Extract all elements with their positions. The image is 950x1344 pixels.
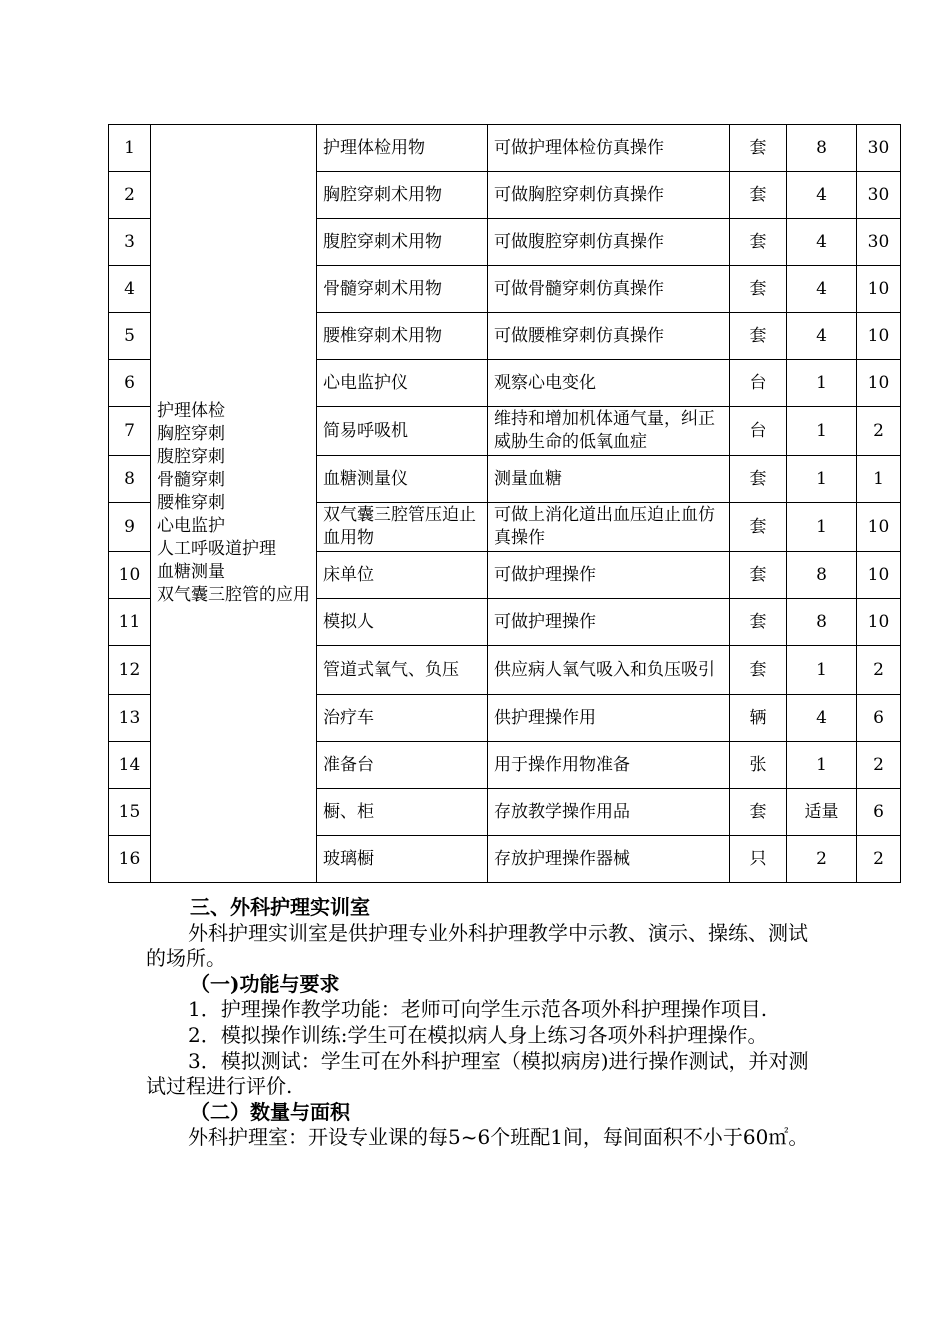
row-number: 6	[109, 360, 151, 407]
equipment-name: 橱、柜	[317, 789, 488, 836]
equipment-quantity: 4	[787, 172, 857, 219]
training-project: 心电监护	[157, 516, 225, 536]
row-number: 5	[109, 313, 151, 360]
equipment-description: 可做腹腔穿刺仿真操作	[488, 219, 730, 266]
training-project: 血糖测量	[157, 562, 225, 582]
equipment-unit: 辆	[730, 695, 787, 742]
equipment-name: 胸腔穿刺术用物	[317, 172, 488, 219]
equipment-quantity: 4	[787, 219, 857, 266]
equipment-total: 1	[857, 456, 901, 503]
equipment-unit: 套	[730, 125, 787, 172]
equipment-quantity: 8	[787, 552, 857, 599]
row-number: 8	[109, 456, 151, 503]
training-project: 护理体检	[157, 401, 225, 421]
row-number: 12	[109, 646, 151, 695]
equipment-total: 10	[857, 503, 901, 552]
equipment-total: 10	[857, 599, 901, 646]
row-number: 9	[109, 503, 151, 552]
equipment-quantity: 1	[787, 742, 857, 789]
function-item-2: 2．模拟操作训练:学生可在模拟病人身上练习各项外科护理操作。	[188, 1022, 768, 1047]
equipment-description: 可做护理操作	[488, 599, 730, 646]
equipment-quantity: 4	[787, 313, 857, 360]
equipment-name: 管道式氧气、负压	[317, 646, 488, 695]
equipment-name: 治疗车	[317, 695, 488, 742]
function-item-1: 1．护理操作教学功能：老师可向学生示范各项外科护理操作项目.	[188, 997, 768, 1022]
training-project: 胸腔穿刺	[157, 424, 225, 444]
row-number: 10	[109, 552, 151, 599]
equipment-total: 6	[857, 789, 901, 836]
equipment-quantity: 1	[787, 360, 857, 407]
equipment-quantity: 1	[787, 503, 857, 552]
row-number: 7	[109, 407, 151, 456]
equipment-quantity: 2	[787, 836, 857, 883]
row-number: 14	[109, 742, 151, 789]
equipment-description: 可做胸腔穿刺仿真操作	[488, 172, 730, 219]
subsection-title-functions: （一)功能与要求	[190, 971, 340, 996]
training-project: 骨髓穿刺	[157, 470, 225, 490]
row-number: 4	[109, 266, 151, 313]
equipment-total: 2	[857, 836, 901, 883]
equipment-name: 心电监护仪	[317, 360, 488, 407]
equipment-description: 存放护理操作器械	[488, 836, 730, 883]
equipment-total: 30	[857, 219, 901, 266]
row-number: 13	[109, 695, 151, 742]
equipment-quantity: 1	[787, 646, 857, 695]
equipment-total: 2	[857, 742, 901, 789]
equipment-description: 用于操作用物准备	[488, 742, 730, 789]
equipment-description: 可做腰椎穿刺仿真操作	[488, 313, 730, 360]
equipment-quantity: 1	[787, 407, 857, 456]
equipment-description: 存放教学操作用品	[488, 789, 730, 836]
equipment-total: 2	[857, 646, 901, 695]
equipment-unit: 台	[730, 360, 787, 407]
row-number: 11	[109, 599, 151, 646]
equipment-name: 腰椎穿刺术用物	[317, 313, 488, 360]
equipment-description: 测量血糖	[488, 456, 730, 503]
equipment-unit: 套	[730, 456, 787, 503]
equipment-quantity: 适量	[787, 789, 857, 836]
equipment-total: 10	[857, 266, 901, 313]
equipment-unit: 套	[730, 266, 787, 313]
row-number: 15	[109, 789, 151, 836]
equipment-total: 30	[857, 172, 901, 219]
equipment-name: 床单位	[317, 552, 488, 599]
equipment-unit: 套	[730, 599, 787, 646]
equipment-quantity: 8	[787, 125, 857, 172]
equipment-name: 护理体检用物	[317, 125, 488, 172]
equipment-description: 可做护理体检仿真操作	[488, 125, 730, 172]
table-row	[109, 125, 901, 172]
section-text	[146, 895, 816, 1151]
section-intro: 外科护理实训室是供护理专业外科护理教学中示教、演示、操练、测试的场所。	[146, 920, 808, 971]
equipment-unit: 套	[730, 503, 787, 552]
equipment-description: 维持和增加机体通气量，纠正威胁生命的低氧血症	[488, 407, 730, 456]
training-project: 双气囊三腔管的应用	[157, 585, 310, 605]
equipment-description: 可做上消化道出血压迫止血仿真操作	[488, 503, 730, 552]
equipment-name: 准备台	[317, 742, 488, 789]
equipment-total: 10	[857, 313, 901, 360]
equipment-total: 6	[857, 695, 901, 742]
equipment-quantity: 1	[787, 456, 857, 503]
equipment-name: 模拟人	[317, 599, 488, 646]
equipment-total: 2	[857, 407, 901, 456]
equipment-name: 骨髓穿刺术用物	[317, 266, 488, 313]
training-project: 人工呼吸道护理	[157, 539, 276, 559]
equipment-description: 观察心电变化	[488, 360, 730, 407]
row-number: 1	[109, 125, 151, 172]
equipment-quantity: 4	[787, 695, 857, 742]
row-number: 3	[109, 219, 151, 266]
equipment-description: 供护理操作用	[488, 695, 730, 742]
equipment-table	[108, 124, 901, 883]
equipment-unit: 张	[730, 742, 787, 789]
area-text: 外科护理室：开设专业课的每5~6个班配1间，每间面积不小于60㎡。	[188, 1125, 809, 1150]
equipment-name: 腹腔穿刺术用物	[317, 219, 488, 266]
equipment-unit: 套	[730, 646, 787, 695]
equipment-table-body	[109, 125, 901, 883]
section-title: 三、外科护理实训室	[190, 895, 370, 919]
equipment-unit: 套	[730, 789, 787, 836]
equipment-unit: 套	[730, 172, 787, 219]
training-project: 腹腔穿刺	[157, 447, 225, 467]
equipment-unit: 套	[730, 219, 787, 266]
equipment-unit: 套	[730, 552, 787, 599]
row-number: 16	[109, 836, 151, 883]
equipment-name: 简易呼吸机	[317, 407, 488, 456]
equipment-description: 可做骨髓穿刺仿真操作	[488, 266, 730, 313]
equipment-total: 30	[857, 125, 901, 172]
equipment-name: 玻璃橱	[317, 836, 488, 883]
equipment-unit: 套	[730, 313, 787, 360]
equipment-total: 10	[857, 360, 901, 407]
equipment-quantity: 4	[787, 266, 857, 313]
equipment-total: 10	[857, 552, 901, 599]
equipment-name: 血糖测量仪	[317, 456, 488, 503]
equipment-quantity: 8	[787, 599, 857, 646]
training-projects-cell	[151, 125, 317, 883]
equipment-name: 双气囊三腔管压迫止血用物	[317, 503, 488, 552]
row-number: 2	[109, 172, 151, 219]
equipment-description: 可做护理操作	[488, 552, 730, 599]
function-item-3: 3．模拟测试：学生可在外科护理室（模拟病房)进行操作测试，并对测试过程进行评价.	[146, 1048, 809, 1099]
equipment-unit: 台	[730, 407, 787, 456]
subsection-title-area: （二）数量与面积	[190, 1099, 350, 1124]
equipment-description: 供应病人氧气吸入和负压吸引	[488, 646, 730, 695]
training-project: 腰椎穿刺	[157, 493, 225, 513]
equipment-unit: 只	[730, 836, 787, 883]
